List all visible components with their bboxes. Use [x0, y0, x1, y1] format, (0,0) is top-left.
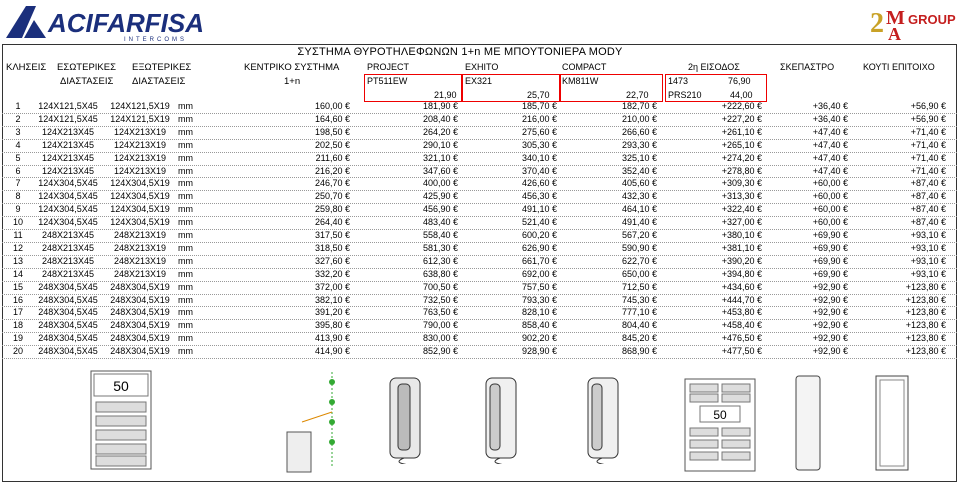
header-project-code: PT511EW [367, 76, 408, 86]
row-compact-price: 712,50 € [621, 281, 657, 292]
row-unit: mm [178, 333, 193, 344]
row-cover-price: +60,00 € [812, 217, 848, 228]
row-compact-price: 352,40 € [621, 165, 657, 176]
row-cover-price: +60,00 € [812, 178, 848, 189]
row-calls: 6 [15, 165, 21, 176]
row-exhito-price: 456,30 € [521, 191, 557, 202]
row-calls: 10 [12, 217, 23, 228]
row-second-entry-price: +381,10 € [721, 242, 762, 253]
row-unit: mm [178, 191, 193, 202]
row-compact-price: 325,10 € [621, 152, 657, 163]
row-cover-price: +47,40 € [812, 126, 848, 137]
highlight-project [364, 74, 463, 102]
row-second-entry-price: +394,80 € [721, 268, 762, 279]
wiring-diagram-illustration [272, 362, 362, 477]
logo-text: ACIFARFISA [48, 8, 204, 38]
row-external-dims: 124X304,5X19 [110, 178, 170, 189]
row-wall-box-price: +93,10 € [910, 268, 946, 279]
header-external-dims: ΔΙΑΣΤΑΣΕΙΣ [132, 76, 186, 87]
row-external-dims: 248X213X19 [113, 230, 167, 240]
row-project-price: 763,50 € [422, 307, 458, 318]
header-central-system: ΚΕΝΤΡΙΚΟ ΣΥΣΤΗΜΑ [244, 62, 340, 73]
row-internal-dims: 248X304,5X45 [38, 307, 98, 318]
row-central-price: 198,50 € [314, 126, 350, 137]
row-second-entry-price: +261,10 € [721, 126, 762, 137]
row-external-dims: 124X213X19 [113, 165, 167, 176]
row-exhito-price: 661,70 € [521, 255, 557, 266]
row-unit: mm [178, 242, 193, 253]
row-second-entry-price: +380,10 € [721, 230, 762, 240]
highlight-exhito [461, 74, 561, 102]
row-second-entry-price: +477,50 € [721, 346, 762, 357]
row-central-price: 160,00 € [314, 101, 350, 111]
row-internal-dims: 124X121,5X45 [38, 113, 98, 124]
row-external-dims: 248X213X19 [113, 255, 167, 266]
header-project-price: 21,90 [434, 90, 457, 100]
row-central-price: 264,40 € [314, 217, 350, 228]
row-central-price: 372,00 € [314, 281, 350, 292]
row-central-price: 391,20 € [314, 307, 350, 318]
header-compact-price: 22,70 [626, 90, 649, 100]
row-exhito-price: 858,40 € [521, 320, 557, 331]
row-external-dims: 248X304,5X19 [110, 307, 170, 318]
row-external-dims: 248X213X19 [113, 268, 167, 279]
row-cover-price: +92,90 € [812, 307, 848, 318]
row-second-entry-price: +227,20 € [721, 113, 762, 124]
row-unit: mm [178, 139, 193, 150]
header-second-entry-code2: PRS210 [668, 90, 702, 100]
row-central-price: 164,60 € [314, 113, 350, 124]
row-central-price: 211,60 € [315, 152, 350, 163]
header-second-entry-code1: 1473 [668, 76, 689, 86]
row-project-price: 700,50 € [422, 281, 458, 292]
row-internal-dims: 248X213X45 [41, 268, 95, 279]
row-calls: 5 [15, 152, 21, 163]
header-compact: COMPACT [562, 62, 607, 72]
row-internal-dims: 248X304,5X45 [38, 320, 98, 331]
row-cover-price: +69,90 € [812, 230, 848, 240]
row-unit: mm [178, 281, 193, 292]
header-exhito-code: EX321 [465, 76, 493, 86]
row-calls: 12 [12, 242, 23, 253]
row-unit: mm [178, 178, 193, 189]
row-unit: mm [178, 230, 193, 240]
row-project-price: 852,90 € [422, 346, 458, 357]
row-wall-box-price: +123,80 € [905, 281, 946, 292]
row-exhito-price: 793,30 € [521, 294, 557, 305]
header-exhito: EXHITO [465, 62, 499, 72]
row-exhito-price: 828,10 € [521, 307, 557, 318]
row-second-entry-price: +434,60 € [721, 281, 762, 292]
row-compact-price: 405,60 € [621, 178, 657, 189]
row-exhito-price: 928,90 € [521, 346, 557, 357]
header-calls: ΚΛΗΣΕΙΣ [6, 62, 47, 73]
row-unit: mm [178, 152, 193, 163]
row-project-price: 208,40 € [422, 113, 458, 124]
row-unit: mm [178, 294, 193, 305]
table-title: ΣΥΣΤΗΜΑ ΘΥΡΟΤΗΛΕΦΩΝΩΝ 1+n ΜΕ ΜΠΟΥΤΟΝΙΕΡΑ MODY [297, 46, 623, 58]
row-wall-box-price: +56,90 € [910, 113, 946, 124]
row-external-dims: 248X304,5X19 [110, 320, 170, 331]
row-exhito-price: 902,20 € [521, 333, 557, 344]
row-external-dims: 124X121,5X19 [110, 101, 170, 111]
row-project-price: 264,20 € [422, 126, 458, 137]
row-cover-price: +36,40 € [812, 101, 848, 111]
row-central-price: 246,70 € [314, 178, 350, 189]
row-central-price: 216,20 € [314, 165, 350, 176]
row-unit: mm [178, 255, 193, 266]
row-cover-price: +47,40 € [812, 139, 848, 150]
row-external-dims: 248X304,5X19 [110, 294, 170, 305]
row-compact-price: 745,30 € [621, 294, 657, 305]
row-central-price: 414,90 € [314, 346, 350, 357]
header-cover: ΣΚΕΠΑΣΤΡΟ [780, 62, 835, 72]
row-compact-price: 590,90 € [621, 242, 657, 253]
row-project-price: 425,90 € [422, 191, 458, 202]
row-cover-price: +47,40 € [812, 152, 848, 163]
row-calls: 8 [15, 191, 21, 202]
wall-box-illustration [874, 374, 910, 472]
row-cover-price: +69,90 € [812, 242, 848, 253]
row-exhito-price: 521,40 € [521, 217, 557, 228]
compact-handset-illustration [582, 376, 630, 464]
row-internal-dims: 124X304,5X45 [38, 204, 98, 215]
row-project-price: 483,40 € [422, 217, 458, 228]
row-external-dims: 124X304,5X19 [110, 191, 170, 202]
row-calls: 20 [12, 346, 23, 357]
row-external-dims: 248X304,5X19 [110, 346, 170, 357]
row-exhito-price: 692,00 € [521, 268, 557, 279]
row-exhito-price: 426,60 € [521, 178, 557, 189]
row-compact-price: 266,60 € [621, 126, 657, 137]
row-wall-box-price: +93,10 € [910, 242, 946, 253]
row-project-price: 790,00 € [422, 320, 458, 331]
header-wall-box: ΚΟΥΤΙ ΕΠΙΤΟΙΧΟ [863, 62, 935, 72]
highlight-second-entry [665, 74, 767, 102]
row-internal-dims: 124X213X45 [41, 165, 95, 176]
row-cover-price: +92,90 € [812, 281, 848, 292]
row-compact-price: 464,10 € [621, 204, 657, 215]
row-calls: 7 [15, 178, 21, 189]
row-central-price: 318,50 € [314, 242, 350, 253]
row-external-dims: 124X213X19 [113, 126, 167, 137]
row-central-price: 327,60 € [314, 255, 350, 266]
row-cover-price: +92,90 € [812, 346, 848, 357]
row-compact-price: 650,00 € [621, 268, 657, 279]
row-external-dims: 124X121,5X19 [110, 113, 170, 124]
row-cover-price: +60,00 € [812, 204, 848, 215]
row-calls: 18 [12, 320, 23, 331]
row-compact-price: 845,20 € [621, 333, 657, 344]
row-unit: mm [178, 126, 193, 137]
cover-illustration [794, 374, 822, 472]
header-external: ΕΞΩΤΕΡΙΚΕΣ [132, 62, 192, 73]
row-second-entry-price: +274,20 € [721, 152, 762, 163]
second-entry-panel-illustration [684, 378, 756, 472]
row-unit: mm [178, 346, 193, 357]
row-external-dims: 124X304,5X19 [110, 204, 170, 215]
row-wall-box-price: +123,80 € [905, 333, 946, 344]
row-exhito-price: 491,10 € [521, 204, 557, 215]
row-unit: mm [178, 307, 193, 318]
row-second-entry-price: +222,60 € [721, 101, 762, 111]
row-wall-box-price: +93,10 € [910, 230, 946, 240]
header-internal: ΕΣΩΤΕΡΙΚΕΣ [57, 62, 116, 73]
row-central-price: 332,20 € [314, 268, 350, 279]
row-project-price: 732,50 € [422, 294, 458, 305]
row-compact-price: 210,00 € [621, 113, 657, 124]
row-wall-box-price: +123,80 € [905, 307, 946, 318]
row-project-price: 581,30 € [422, 242, 458, 253]
row-exhito-price: 305,30 € [521, 139, 557, 150]
row-unit: mm [178, 268, 193, 279]
row-project-price: 181,90 € [422, 101, 458, 111]
row-external-dims: 248X213X19 [113, 242, 167, 253]
row-unit: mm [178, 113, 193, 124]
row-exhito-price: 626,90 € [521, 242, 557, 253]
row-compact-price: 432,30 € [621, 191, 657, 202]
row-calls: 2 [15, 113, 21, 124]
row-calls: 16 [12, 294, 23, 305]
row-second-entry-price: +313,30 € [721, 191, 762, 202]
2ma-group-logo [868, 2, 958, 42]
row-second-entry-price: +327,00 € [721, 217, 762, 228]
row-internal-dims: 124X213X45 [41, 152, 95, 163]
row-project-price: 558,40 € [422, 230, 458, 240]
row-cover-price: +92,90 € [812, 294, 848, 305]
row-compact-price: 293,30 € [621, 139, 657, 150]
row-central-price: 382,10 € [314, 294, 350, 305]
row-wall-box-price: +123,80 € [905, 294, 946, 305]
panel-label-right: 50 [713, 408, 727, 422]
row-project-price: 830,00 € [422, 333, 458, 344]
row-cover-price: +69,90 € [812, 255, 848, 266]
row-wall-box-price: +93,10 € [910, 255, 946, 266]
row-wall-box-price: +71,40 € [910, 165, 946, 176]
svg-text:M: M [886, 7, 905, 29]
row-calls: 9 [15, 204, 21, 215]
row-cover-price: +92,90 € [812, 333, 848, 344]
row-compact-price: 567,20 € [621, 230, 657, 240]
header-central-system-n: 1+n [284, 76, 301, 87]
row-project-price: 638,80 € [422, 268, 458, 279]
row-compact-price: 777,10 € [621, 307, 657, 318]
header-exhito-price: 25,70 [527, 90, 550, 100]
row-exhito-price: 340,10 € [521, 152, 557, 163]
highlight-compact [559, 74, 663, 102]
row-internal-dims: 124X304,5X45 [38, 178, 98, 189]
product-illustrations [2, 358, 957, 482]
row-second-entry-price: +265,10 € [721, 139, 762, 150]
row-exhito-price: 757,50 € [521, 281, 557, 292]
row-project-price: 400,00 € [422, 178, 458, 189]
row-second-entry-price: +309,30 € [721, 178, 762, 189]
row-wall-box-price: +87,40 € [910, 217, 946, 228]
row-central-price: 317,50 € [314, 230, 350, 240]
row-calls: 19 [12, 333, 23, 344]
header-second-entry-price2: 44,00 [730, 90, 753, 100]
row-central-price: 250,70 € [314, 191, 350, 202]
row-central-price: 259,80 € [314, 204, 350, 215]
row-wall-box-price: +71,40 € [910, 126, 946, 137]
row-internal-dims: 248X304,5X45 [38, 294, 98, 305]
svg-text:A: A [888, 24, 901, 42]
row-second-entry-price: +278,80 € [721, 165, 762, 176]
row-second-entry-price: +322,40 € [721, 204, 762, 215]
row-wall-box-price: +87,40 € [910, 191, 946, 202]
row-cover-price: +92,90 € [812, 320, 848, 331]
row-calls: 15 [12, 281, 23, 292]
row-central-price: 413,90 € [314, 333, 350, 344]
row-internal-dims: 124X121,5X45 [38, 101, 98, 111]
row-compact-price: 622,70 € [621, 255, 657, 266]
row-wall-box-price: +71,40 € [910, 152, 946, 163]
button-panel-illustration [90, 370, 152, 470]
row-unit: mm [178, 101, 193, 111]
row-compact-price: 182,70 € [621, 101, 657, 111]
svg-text:2: 2 [870, 8, 884, 39]
row-external-dims: 124X213X19 [113, 152, 167, 163]
row-second-entry-price: +453,80 € [721, 307, 762, 318]
row-wall-box-price: +56,90 € [910, 101, 946, 111]
row-external-dims: 124X304,5X19 [110, 217, 170, 228]
row-internal-dims: 248X213X45 [41, 230, 95, 240]
logo-sub: INTERCOMS [124, 37, 187, 42]
row-unit: mm [178, 217, 193, 228]
row-cover-price: +47,40 € [812, 165, 848, 176]
row-internal-dims: 248X304,5X45 [38, 346, 98, 357]
row-exhito-price: 275,60 € [521, 126, 557, 137]
header-internal-dims: ΔΙΑΣΤΑΣΕΙΣ [60, 76, 114, 87]
row-calls: 14 [12, 268, 23, 279]
acifarfisa-logo [4, 2, 244, 42]
panel-label-left: 50 [113, 378, 129, 394]
row-exhito-price: 185,70 € [521, 101, 557, 111]
row-second-entry-price: +458,40 € [721, 320, 762, 331]
row-calls: 3 [15, 126, 21, 137]
header-second-entry-price1: 76,90 [728, 76, 751, 86]
exhito-handset-illustration [480, 376, 528, 464]
row-cover-price: +60,00 € [812, 191, 848, 202]
row-internal-dims: 124X304,5X45 [38, 191, 98, 202]
logo-group-text: GROUP [908, 12, 956, 27]
row-second-entry-price: +476,50 € [721, 333, 762, 344]
row-project-price: 290,10 € [422, 139, 458, 150]
row-wall-box-price: +87,40 € [910, 204, 946, 215]
row-external-dims: 248X304,5X19 [110, 281, 170, 292]
row-unit: mm [178, 320, 193, 331]
row-wall-box-price: +123,80 € [905, 346, 946, 357]
row-internal-dims: 124X213X45 [41, 139, 95, 150]
header-second-entry: 2η ΕΙΣΟΔΟΣ [688, 62, 740, 72]
row-cover-price: +69,90 € [812, 268, 848, 279]
row-unit: mm [178, 165, 193, 176]
row-wall-box-price: +123,80 € [905, 320, 946, 331]
row-unit: mm [178, 204, 193, 215]
row-project-price: 612,30 € [422, 255, 458, 266]
row-calls: 11 [13, 230, 23, 240]
row-external-dims: 248X304,5X19 [110, 333, 170, 344]
row-wall-box-price: +87,40 € [910, 178, 946, 189]
row-second-entry-price: +444,70 € [721, 294, 762, 305]
row-compact-price: 491,40 € [621, 217, 657, 228]
row-external-dims: 124X213X19 [113, 139, 167, 150]
header-compact-code: KM811W [562, 76, 599, 86]
row-second-entry-price: +390,20 € [721, 255, 762, 266]
row-internal-dims: 124X213X45 [41, 126, 95, 137]
row-project-price: 456,90 € [422, 204, 458, 215]
row-calls: 4 [15, 139, 21, 150]
row-compact-price: 804,40 € [621, 320, 657, 331]
row-internal-dims: 248X304,5X45 [38, 333, 98, 344]
row-internal-dims: 248X304,5X45 [38, 281, 98, 292]
row-internal-dims: 248X213X45 [41, 255, 95, 266]
row-wall-box-price: +71,40 € [910, 139, 946, 150]
project-handset-illustration [384, 376, 432, 464]
row-cover-price: +36,40 € [812, 113, 848, 124]
row-project-price: 347,60 € [422, 165, 458, 176]
row-calls: 17 [12, 307, 23, 318]
row-calls: 1 [15, 101, 21, 111]
row-exhito-price: 600,20 € [521, 230, 557, 240]
row-exhito-price: 216,00 € [521, 113, 557, 124]
row-internal-dims: 248X213X45 [41, 242, 95, 253]
row-compact-price: 868,90 € [621, 346, 657, 357]
row-central-price: 395,80 € [314, 320, 350, 331]
row-exhito-price: 370,40 € [521, 165, 557, 176]
row-internal-dims: 124X304,5X45 [38, 217, 98, 228]
row-project-price: 321,10 € [422, 152, 458, 163]
row-central-price: 202,50 € [314, 139, 350, 150]
row-calls: 13 [12, 255, 23, 266]
header-project: PROJECT [367, 62, 410, 72]
